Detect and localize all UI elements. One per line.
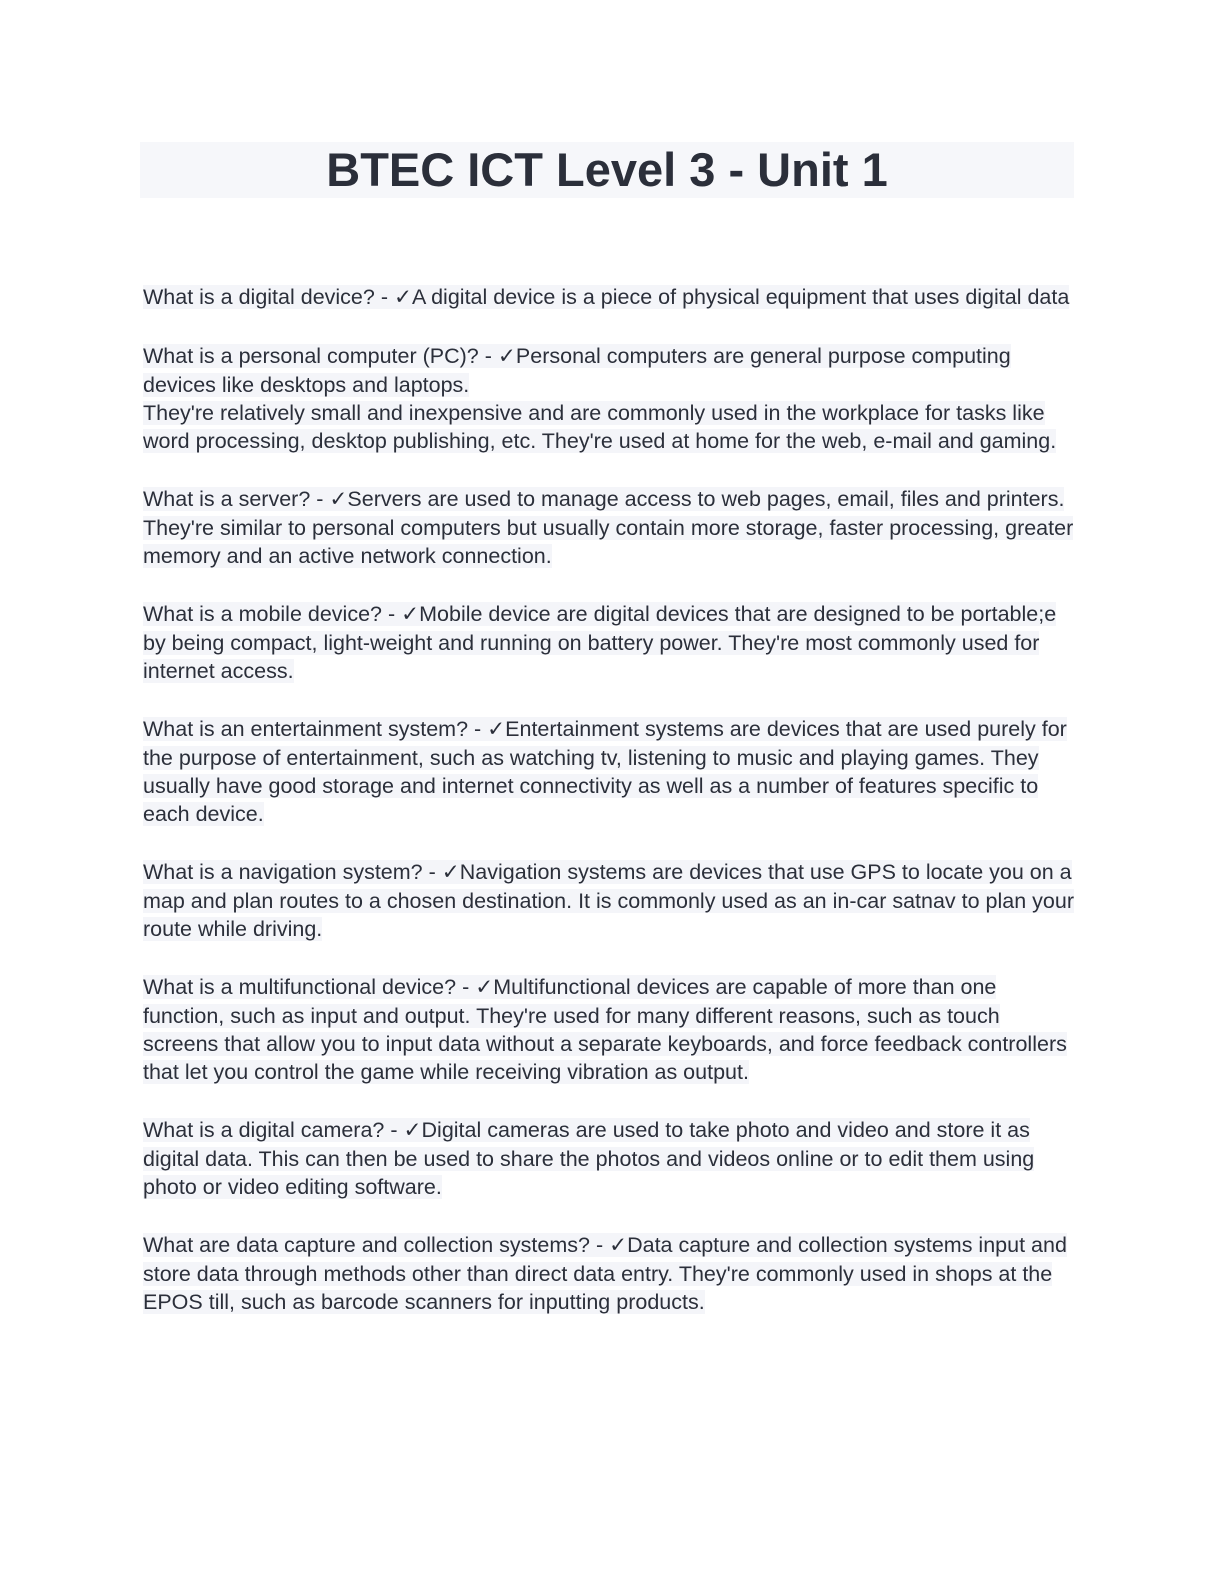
check-mark-icon: ✓ <box>497 344 516 369</box>
question-text: What is a personal computer (PC)? <box>143 344 479 368</box>
check-mark-icon: ✓ <box>403 1118 422 1143</box>
separator: - <box>374 285 394 309</box>
question-text: What are data capture and collection systems? <box>143 1233 590 1257</box>
check-mark-icon: ✓ <box>441 860 460 885</box>
separator: - <box>382 602 402 626</box>
answer-text: Multifunctional devices are capable of more than one function, such as input and output. They're used for many different reasons, such as touch screens that allow you to input data without a separate keyboards, and force feedback controllers that let you control the game while receiving vibration as output. <box>143 975 1067 1084</box>
answer-text: Navigation systems are devices that use GPS to locate you on a map and plan routes to a chosen destination. It is commonly used as an in-car satnav to plan your route while driving. <box>143 860 1074 941</box>
question-text: What is a mobile device? <box>143 602 382 626</box>
check-mark-icon: ✓ <box>609 1233 628 1258</box>
question-text: What is a digital device? <box>143 285 375 309</box>
answer-text: Entertainment systems are devices that are used purely for the purpose of entertainment, such as watching tv, listening to music and playing games. They usually have good storage and internet connectivity as well as a number of features specific to each device. <box>143 717 1067 826</box>
separator: - <box>422 860 442 884</box>
qa-item <box>143 1116 1078 1201</box>
qa-item <box>143 715 1078 828</box>
page-title: BTEC ICT Level 3 - Unit 1 <box>326 143 888 196</box>
answer-text: A digital device is a piece of physical equipment that uses digital data <box>411 285 1070 309</box>
separator: - <box>384 1118 404 1142</box>
answer-text: Mobile device are digital devices that are designed to be portable;e by being compact, light-weight and running on battery power. They're most commonly used for internet access. <box>143 602 1057 683</box>
qa-item <box>143 485 1078 570</box>
answer-text-continued: They're relatively small and inexpensive and are commonly used in the workplace for tasks like word processing, desktop publishing, etc. They're used at home for the web, e-mail and gaming. <box>143 401 1057 453</box>
check-mark-icon: ✓ <box>475 975 494 1000</box>
answer-text: Digital cameras are used to take photo and video and store it as digital data. This can then be used to share the photos and videos online or to edit them using photo or video editing software. <box>143 1118 1035 1199</box>
qa-list <box>143 283 1078 1346</box>
qa-item <box>143 973 1078 1086</box>
separator: - <box>456 975 476 999</box>
question-text: What is a digital camera? <box>143 1118 385 1142</box>
answer-text: Data capture and collection systems input and store data through methods other than direct data entry. They're commonly used in shops at the EPOS till, such as barcode scanners for inputting products. <box>143 1233 1067 1314</box>
question-text: What is an entertainment system? <box>143 717 469 741</box>
separator: - <box>468 717 488 741</box>
check-mark-icon: ✓ <box>487 717 506 742</box>
answer-text: Personal computers are general purpose computing devices like desktops and laptops. <box>143 344 1011 397</box>
separator: - <box>589 1233 610 1257</box>
answer-text: Servers are used to manage access to web pages, email, files and printers. They're similar to personal computers but usually contain more storage, faster processing, greater memory and an active network connection. <box>143 487 1074 568</box>
question-text: What is a navigation system? <box>143 860 423 884</box>
check-mark-icon: ✓ <box>393 285 412 310</box>
qa-item <box>143 600 1078 685</box>
qa-item <box>143 1231 1078 1316</box>
check-mark-icon: ✓ <box>401 602 420 627</box>
qa-item <box>143 283 1078 312</box>
separator: - <box>478 344 498 368</box>
separator: - <box>310 487 330 511</box>
check-mark-icon: ✓ <box>329 487 348 512</box>
question-text: What is a multifunctional device? <box>143 975 457 999</box>
question-text: What is a server? <box>143 487 311 511</box>
qa-item <box>143 858 1078 943</box>
qa-item <box>143 342 1078 455</box>
